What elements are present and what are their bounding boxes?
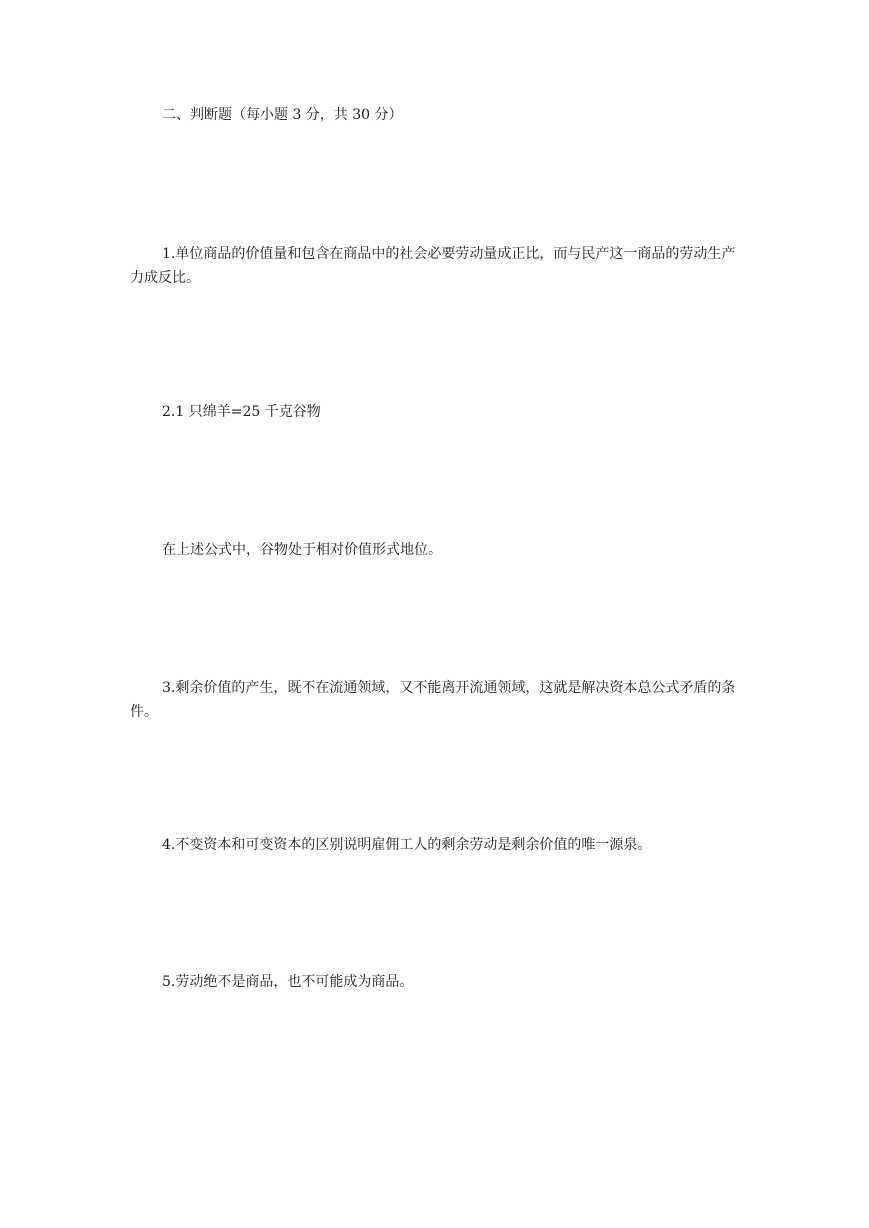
question-2-statement: 在上述公式中，谷物处于相对价值形式地位。 [162, 542, 442, 558]
question-5: 5.劳动绝不是商品，也不可能成为商品。 [162, 974, 414, 990]
question-4: 4.不变资本和可变资本的区别说明雇佣工人的剩余劳动是剩余价值的唯一源泉。 [162, 837, 652, 853]
question-2-formula: 2.1 只绵羊=25 千克谷物 [162, 404, 321, 420]
question-3: 3.剩余价值的产生，既不在流通领域，又不能离开流通领域，这就是解决资本总公式矛盾的条件。 [130, 680, 736, 720]
question-1: 1.单位商品的价值量和包含在商品中的社会必要劳动量成正比，而与民产这一商品的劳动生产力成反比。 [130, 246, 736, 286]
section-heading: 二、判断题（每小题 3 分，共 30 分） [162, 107, 403, 123]
